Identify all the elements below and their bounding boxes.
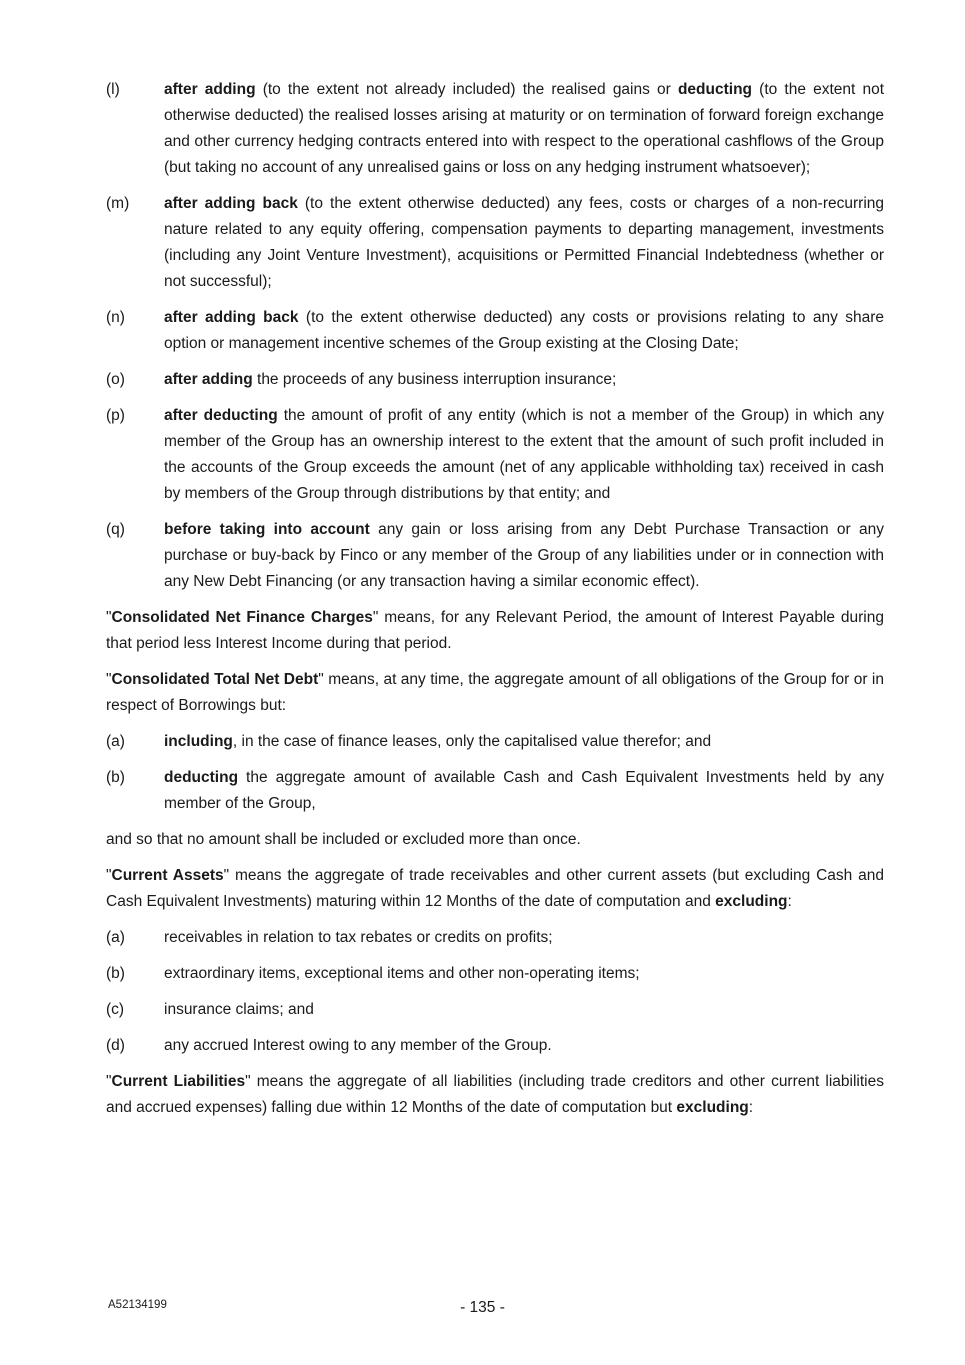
definition-consolidated-net-finance-charges: "Consolidated Net Finance Charges" means, for any Relevant Period, the amount of Interest Payable during that period less Interest Income during that period. — [106, 609, 884, 652]
item-heading: after adding — [164, 371, 253, 388]
defined-term: Current Liabilities — [111, 1073, 246, 1090]
clause-item-p: (p) after deducting the amount of profit of any entity (which is not a member of the Group) in which any member of the Group has an ownership interest to the extent that the amount of such profit included in the accounts of the Group exceeds the amount (net of any applicable withholding tax) received in cash by members of the Group through distributions by that entity; and — [106, 403, 884, 507]
item-label: (a) — [106, 929, 125, 946]
item-label: (d) — [106, 1037, 125, 1054]
defined-term: Current Assets — [111, 867, 224, 884]
item-label: (c) — [106, 1001, 125, 1018]
item-heading: after adding back — [164, 195, 298, 212]
item-label: (n) — [106, 309, 125, 326]
ctnd-tail-text: and so that no amount shall be included or excluded more than once. — [106, 831, 581, 848]
item-heading: after adding back — [164, 309, 299, 326]
item-label: (l) — [106, 81, 120, 98]
clause-item-b: (b) deducting the aggregate amount of available Cash and Cash Equivalent Investments held by any member of the Group, — [106, 765, 884, 817]
item-label: (p) — [106, 407, 125, 424]
defined-term: Consolidated Total Net Debt — [111, 671, 319, 688]
clause-item-q: (q) before taking into account any gain or loss arising from any Debt Purchase Transaction or any purchase or buy-back by Finco or any member of the Group of any liabilities under or in connection with any New Debt Financing (or any transaction having a similar economic effect). — [106, 517, 884, 595]
document-reference: A52134199 — [108, 1299, 167, 1311]
item-heading: after adding — [164, 81, 256, 98]
item-label: (a) — [106, 733, 125, 750]
clause-item-b: (b) extraordinary items, exceptional items and other non-operating items; — [106, 961, 884, 987]
clause-item-d: (d) any accrued Interest owing to any member of the Group. — [106, 1033, 884, 1059]
clause-item-a: (a) receivables in relation to tax rebates or credits on profits; — [106, 925, 884, 951]
clause-item-l: (l) after adding (to the extent not already included) the realised gains or deducting (to the extent not otherwise deducted) the realised losses arising at maturity or on termination of forward foreign exchange and other currency hedging contracts entered into with respect to the operational cashflows of the Group (but taking no account of any unrealised gains or loss on any hedging instrument whatsoever); — [106, 77, 884, 181]
item-heading: including — [164, 733, 233, 750]
clause-item-o: (o) after adding the proceeds of any business interruption insurance; — [106, 367, 884, 393]
item-label: (o) — [106, 371, 125, 388]
defined-term: Consolidated Net Finance Charges — [111, 609, 373, 626]
item-heading: deducting — [164, 769, 239, 786]
document-body — [106, 77, 884, 1131]
clause-item-c: (c) insurance claims; and — [106, 997, 884, 1023]
item-label: (m) — [106, 195, 130, 212]
clause-item-m: (m) after adding back (to the extent otherwise deducted) any fees, costs or charges of a non-recurring nature related to any equity offering, compensation payments to departing management, investments (including any Joint Venture Investment), acquisitions or Permitted Financial Indebtedness (whether or not successful); — [106, 191, 884, 295]
clause-item-a: (a) including, in the case of finance leases, only the capitalised value therefor; and — [106, 729, 884, 755]
item-label: (q) — [106, 521, 125, 538]
item-heading: before taking into account — [164, 521, 370, 538]
item-label: (b) — [106, 965, 125, 982]
definition-consolidated-total-net-debt: "Consolidated Total Net Debt" means, at any time, the aggregate amount of all obligations of the Group for or in respect of Borrowings but: — [106, 671, 885, 714]
item-heading: after deducting — [164, 407, 278, 424]
item-label: (b) — [106, 769, 125, 786]
clause-item-n: (n) after adding back (to the extent otherwise deducted) any costs or provisions relating to any share option or management incentive schemes of the Group existing at the Closing Date; — [106, 305, 884, 357]
page-number: - 135 - — [460, 1299, 505, 1316]
definition-current-assets: "Current Assets" means the aggregate of trade receivables and other current assets (but excluding Cash and Cash Equivalent Investments) maturing within 12 Months of the date of computation and excluding: — [106, 867, 884, 910]
definition-current-liabilities: "Current Liabilities" means the aggregate of all liabilities (including trade creditors and other current liabilities and accrued expenses) falling due within 12 Months of the date of computation but excluding: — [106, 1073, 884, 1116]
